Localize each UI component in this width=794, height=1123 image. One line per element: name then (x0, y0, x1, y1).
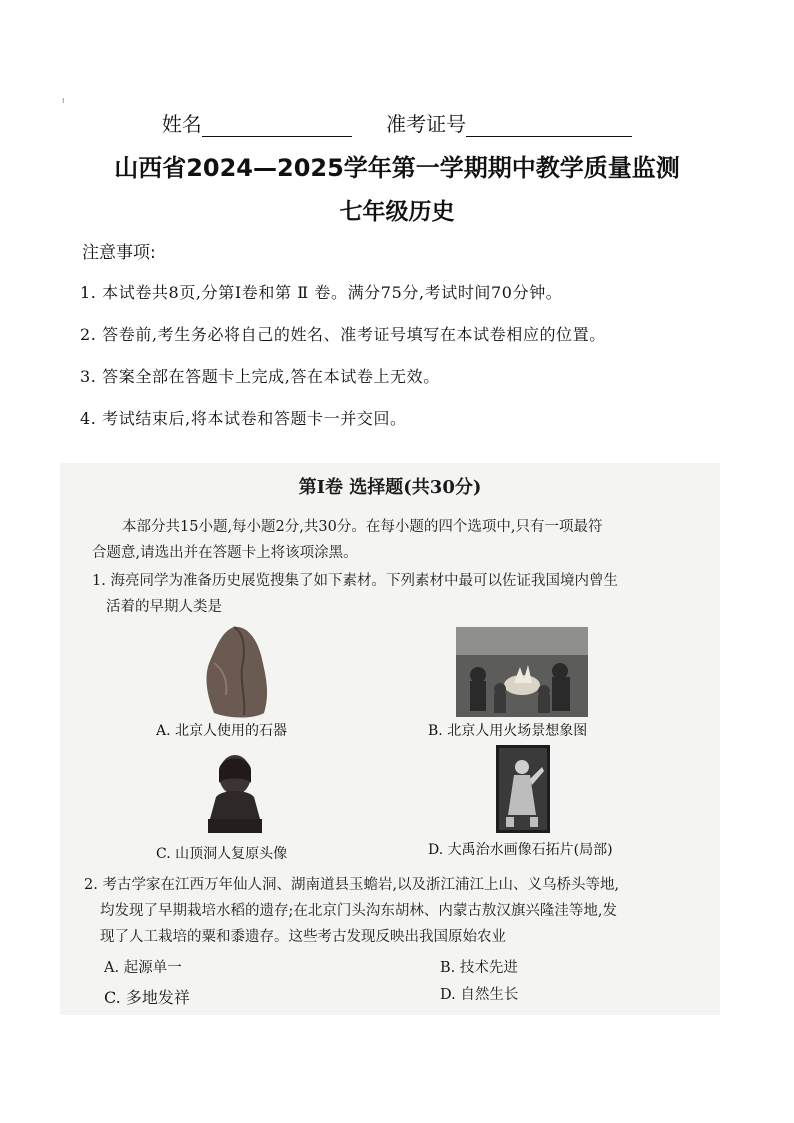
section-title: 第Ⅰ卷 选择题(共30分) (298, 477, 482, 498)
exam-id-blank[interactable] (466, 116, 632, 137)
q2-option-b[interactable]: B. 技术先进 (440, 960, 518, 976)
question-2-stem: 2. 考古学家在江西万年仙人洞、湖南道县玉蟾岩,以及浙江浦江上山、义乌桥头等地, (84, 877, 620, 893)
q1-option-c[interactable]: C. 山顶洞人复原头像 (156, 846, 288, 862)
scanned-question-region (60, 463, 720, 1015)
section-instructions: 本部分共15小题,每小题2分,共30分。在每小题的四个选项中,只有一项最符 (122, 519, 603, 535)
q1-option-a[interactable]: A. 北京人使用的石器 (156, 723, 288, 739)
exam-title: 山西省2024—2025学年第一学期期中教学质量监测 (114, 154, 680, 182)
notice-item: 2. 答卷前,考生务必将自己的姓名、准考证号填写在本试卷相应的位置。 (80, 325, 606, 344)
exam-id-label: 准考证号 (386, 112, 467, 136)
bust-image (202, 749, 268, 835)
notice-item: 1. 本试卷共8页,分第Ⅰ卷和第 Ⅱ 卷。满分75分,考试时间70分钟。 (80, 283, 563, 302)
question-1-stem: 1. 海亮同学为准备历史展览搜集了如下素材。下列素材中最可以佐证我国境内曾生 (92, 573, 618, 589)
q2-option-d[interactable]: D. 自然生长 (440, 987, 519, 1003)
notice-item: 4. 考试结束后,将本试卷和答题卡一并交回。 (80, 409, 407, 428)
name-blank[interactable] (202, 116, 352, 137)
candidate-info-row (0, 108, 794, 137)
q1-option-b[interactable]: B. 北京人用火场景想象图 (428, 723, 588, 739)
question-1-stem: 活着的早期人类是 (106, 599, 222, 615)
notice-heading: 注意事项: (82, 243, 156, 263)
notice-item: 3. 答案全部在答题卡上完成,答在本试卷上无效。 (80, 367, 440, 386)
exam-subtitle: 七年级历史 (339, 199, 455, 225)
q2-option-c[interactable]: C. 多地发祥 (104, 988, 190, 1007)
margin-mark: ı (62, 96, 65, 106)
q1-option-d[interactable]: D. 大禹治水画像石拓片(局部) (428, 842, 613, 858)
stone-rubbing-image (496, 745, 550, 833)
question-2-stem: 均发现了早期栽培水稻的遗存;在北京门头沟东胡林、内蒙古敖汉旗兴隆洼等地,发 (100, 903, 617, 919)
name-label: 姓名 (161, 112, 202, 136)
question-2-stem: 现了人工栽培的粟和黍遗存。这些考古发现反映出我国原始农业 (100, 929, 506, 945)
stone-tool-image (200, 623, 280, 723)
fire-scene-image (456, 627, 588, 717)
q2-option-a[interactable]: A. 起源单一 (104, 960, 182, 976)
section-instructions: 合题意,请选出并在答题卡上将该项涂黑。 (92, 545, 358, 561)
